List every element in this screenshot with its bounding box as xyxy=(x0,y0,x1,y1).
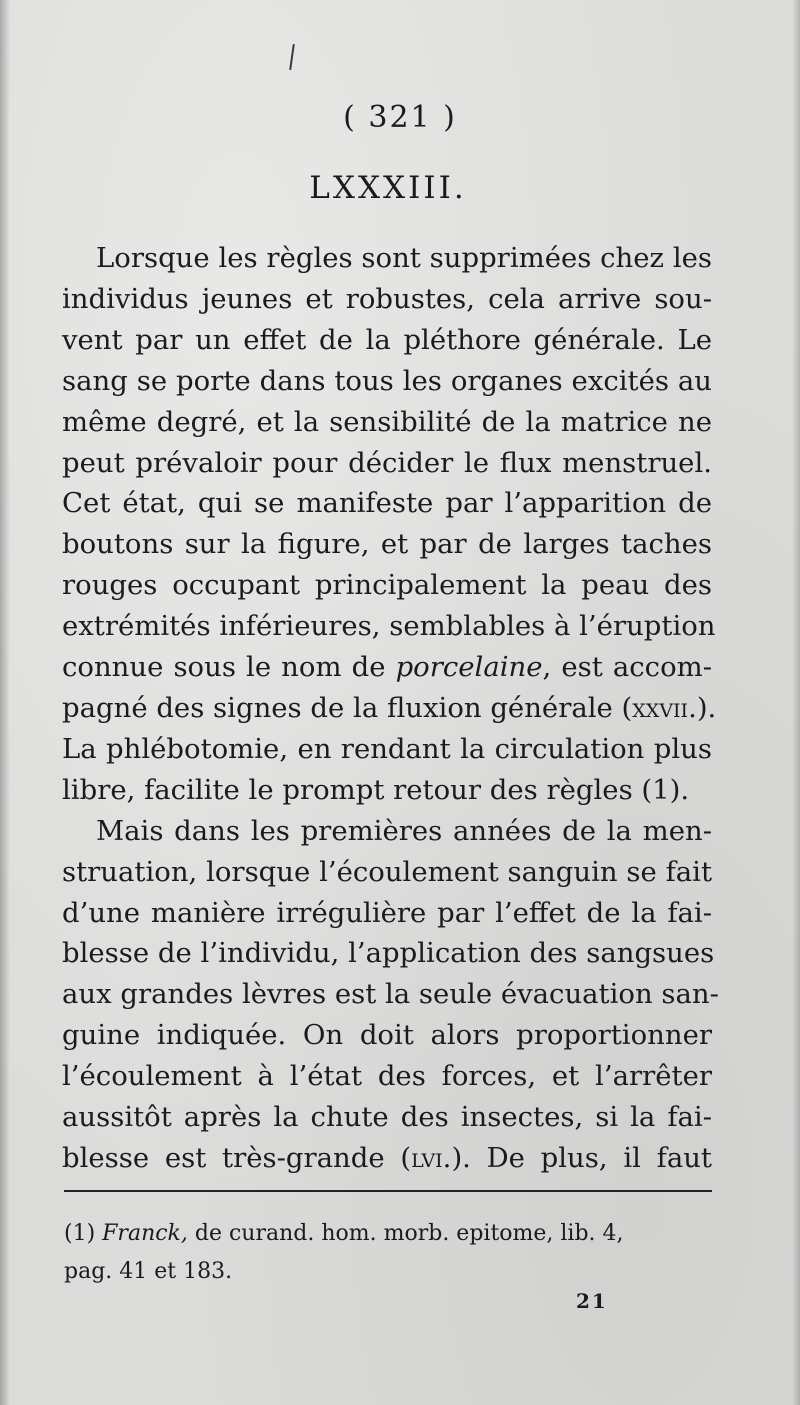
page-edge-shadow-left xyxy=(0,0,10,1405)
body-text xyxy=(62,238,719,1179)
text-line: boutons sur la figure, et par de larges taches xyxy=(62,528,712,561)
text-line: Cet état, qui se manifeste par l’apparition de xyxy=(62,487,712,520)
text-line: Lorsque les règles sont supprimées chez les xyxy=(96,242,712,274)
smallcaps-reference: lvi. xyxy=(411,1141,452,1174)
text-line-with-smallcaps: pagné des signes de la fluxion générale (xxvii.). xyxy=(62,691,717,724)
text-line: rouges occupant principalement la peau des xyxy=(62,569,712,602)
page-number: ( 321 ) xyxy=(343,100,457,135)
footnote-author: Franck, xyxy=(102,1221,188,1246)
text-line: peut prévaloir pour décider le flux menstruel. xyxy=(62,446,712,479)
footnote xyxy=(64,1215,712,1291)
text-line: guine indiquée. On doit alors proportionner xyxy=(62,1019,712,1052)
footnote-text: de curand. hom. morb. epitome, lib. 4, xyxy=(194,1221,624,1246)
text-line-with-italic: connue sous le nom de porcelaine, est accom- xyxy=(62,651,713,684)
text-line: aux grandes lèvres est la seule évacuation san- xyxy=(62,978,719,1011)
signature-mark: 21 xyxy=(576,1289,608,1313)
text-line: blesse de l’individu, l’application des sangsues xyxy=(62,937,715,970)
italic-term: porcelaine xyxy=(395,651,543,684)
footnote-line-1 xyxy=(64,1215,712,1253)
footnote-marker: (1) xyxy=(64,1221,96,1246)
ink-mark xyxy=(289,44,295,70)
text-line: l’écoulement à l’état des forces, et l’arrêter xyxy=(62,1060,712,1093)
page-edge-shadow-right xyxy=(792,0,800,1405)
text-line: d’une manière irrégulière par l’effet de la fai- xyxy=(62,896,712,929)
text-line: sang se porte dans tous les organes excités au xyxy=(62,364,712,397)
text-line: vent par un effet de la pléthore générale. Le xyxy=(62,323,712,356)
text-line: La phlébotomie, en rendant la circulation plus xyxy=(62,732,712,765)
chapter-heading: LXXXIII. xyxy=(309,170,467,206)
text-line: Mais dans les premières années de la men- xyxy=(96,814,712,847)
text-line-with-smallcaps: blesse est très-grande (lvi.). De plus, il faut xyxy=(62,1141,712,1174)
footnote-line-2: pag. 41 et 183. xyxy=(64,1259,233,1284)
text-line: struation, lorsque l’écoulement sanguin se fait xyxy=(62,855,712,888)
footnote-rule xyxy=(64,1190,712,1192)
text-line: extrémités inférieures, semblables à l’éruption xyxy=(62,610,716,643)
text-line: libre, facilite le prompt retour des règles (1). xyxy=(62,773,690,806)
smallcaps-reference: xxvii. xyxy=(632,691,697,724)
text-line: individus jeunes et robustes, cela arrive sou- xyxy=(62,282,712,315)
text-line: aussitôt après la chute des insectes, si la fai- xyxy=(62,1101,712,1134)
text-line: même degré, et la sensibilité de la matrice ne xyxy=(62,405,712,438)
